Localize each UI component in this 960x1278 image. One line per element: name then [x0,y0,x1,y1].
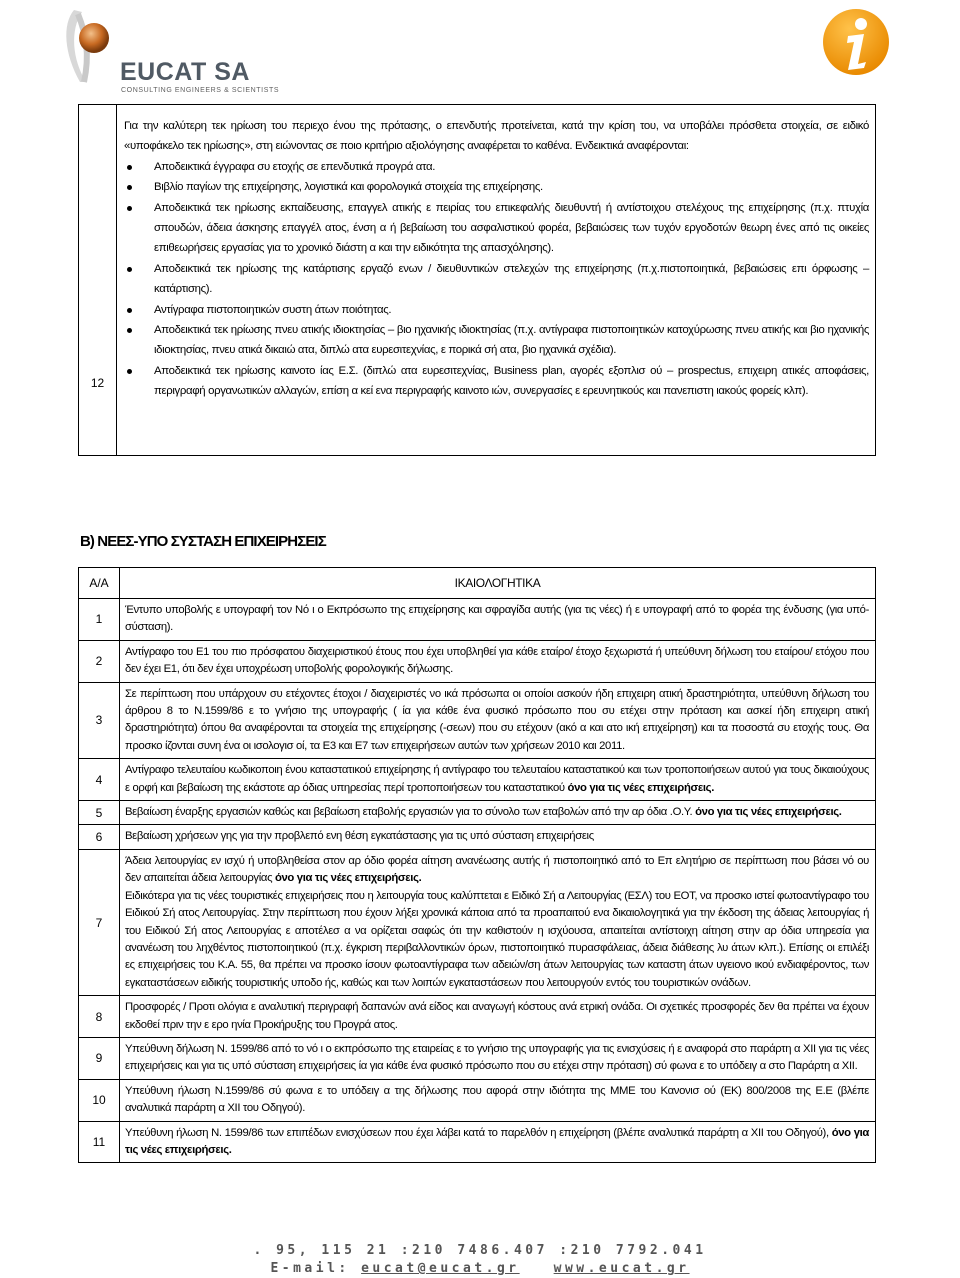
text-segment: Άδεια λειτουργίας εν ισχύ ή υποβληθείσα στον αρ όδιο φορέα αίτηση ανανέωσης αυτής ή πιστοποιητικό από το Επ ελητήριο σε περίπτωση που βάσει νό ου δεν απαιτείται άδεια λειτουργίας [125,854,869,885]
row-number: 6 [79,825,120,848]
row-text [120,1038,875,1079]
text-segment: Σε περίπτωση που υπάρχουν συ ετέχοντες έτοχοι / διαχειριστές νο ικά πρόσωπα οι οποίοι ασκούν ήδη επιχειρη ατική δραστηριότητα, υπεύθυνη δήλωση του άρθρου 8 το Ν.1599/86 ε το γνήσιο της υπογραφής ( ία για κάθε ένα φυσικό πρόσωπο που συ ετέχει στην πρόταση και ασκεί ήδη επιχειρη ατική δραστηριότητα) όπου θα αναφέρονται τα στοιχεία της επιχείρησης (-σεων) που συ ετέχουν (ακό α και ατο ική επιχείρηση) και τα ποσοστά συ ετοχής τους. Θα προσκο ίζονται συνη ένα οι ισολογισ οί, τα Ε3 και Ε7 των επιχειρήσεων αυτών των χρήσεων 2010 και 2011. [125,687,869,752]
bullet-item: Αποδεικτικά τεκ ηρίωσης καινοτο ίας Ε.Σ. (διπλώ ατα ευρεσιτεχνίας, Business plan, αγορές εξοπλισ ού – prospectus, επιχειρη ατικές αποφάσεις, περιγραφή οργανωτικών αλλαγών, επίση α κεί ενα περιγραφής καινοτο ιών, συνεργασίες ε ερευνητικούς και πανεπιστη ιακούς φορείς κλπ). [124,361,869,402]
row-number: 7 [79,850,120,995]
brand-name: EUCAT SA [120,58,250,86]
email-link[interactable]: eucat@eucat.gr [361,1261,520,1276]
row-text [120,599,875,640]
col-header-documents: ΙΚΑΙΟΛΟΓΗΤΙΚΑ [454,576,541,590]
row-number: 8 [79,996,120,1037]
brand-tagline: CONSULTING ENGINEERS & SCIENTISTS [121,87,280,94]
table-row [79,850,875,996]
bullet-item: Αντίγραφα πιστοποιητικών συστη άτων ποιότητας. [124,300,869,320]
table-header [79,568,875,599]
row-number: 11 [79,1122,120,1163]
bullet-item: Αποδεικτικά έγγραφα συ ετοχής σε επενδυτικά προγρά ατα. [124,157,869,177]
table-row [79,1080,875,1122]
emphasis-text: όνο για τις νέες επιχειρήσεις. [125,1126,870,1156]
table-row [79,599,875,641]
info-icon [820,6,892,83]
text-segment: Ειδικότερα για τις νέες τουριστικές επιχειρήσεις που η λειτουργία τους καλύπτεται ε Ειδικό Σή α Λειτουργίας (ΕΣΛ) του ΕΟΤ, να προσκο ιστεί φωτοαντίγραφο του Ειδικού Σή ατος Λειτουργίας. Στην περίπτωση που έχουν λήξει χρονικά κάποια από τα προαπαιτού ενα δικαιολογητικά για την έκδοση της άδειας λειτουργίας ή του Ειδικού Σή ατος Λειτουργίας ε αποτέλεσ α να ορίζεται σαφώς ότι την καθιστούν η ισχύουσα, απαιτείται αντίστοιχη αίτηση στην αρ όδια υπηρεσία για ανανέωση του ληχθέντος πιστοποιητικού (π.χ. έγκριση περιβαλλοντικών όρων, πιστοποιητικό πυρασφάλειας, άδεια διάθεσης λυ άτων κλπ.). Επίσης οι επιλέξι ες επιχειρήσεις του Κ.Α. 55, θα πρέπει να προσκο ίσουν φωτοαντίγραφα των αδειών/ση άτων λειτουργίας των καταστη άτων υγειονο ικού ενδιαφέροντος, των εγκαταστάσεων ειδικής τουριστικής υποδο ής, καθώς και των λοιπών εγκαταστάσεων που λειτουργούν εντός του τουριστικών ονάδων. [125,889,869,989]
emphasis-text: όνο για τις νέες επιχειρήσεις. [274,872,422,885]
intro-paragraph: Για την καλύτερη τεκ ηρίωση του περιεχο ένου της πρότασης, ο επενδυτής προτείνεται, κατά την κρίση του, να υποβάλει πρόσθετα στοιχεία, σε ειδικό «υποφάκελο τεκ ηρίωσης», στη ειώνοντας σε ποιο κριτήριο αξιολόγησης αναφέρεται το καθένα. Ενδεικτικά αναφέρονται: [124,120,869,153]
emphasis-text: όνο για τις νέες επιχειρήσεις. [567,781,714,794]
row-number: 5 [79,801,120,824]
text-segment: Βεβαίωση έναρξης εργασιών καθώς και βεβαίωση εταβολής εργασιών για το σύνολο των εταβολών από την αρ όδια .Ο.Υ. [125,806,696,819]
row-number-column [79,105,117,455]
text-segment: Βεβαίωση χρήσεων γης για την προβλεπό ενη θέση εγκατάστασης για τις υπό σύσταση επιχειρήσεις [125,830,594,843]
row-text [120,683,875,759]
text-segment: Υπεύθυνη ήλωση Ν.1599/86 σύ φωνα ε το υπόδειγ α της δήλωσης που αφορά στην ιδιότητα της ΜΜΕ του Κανονισ ού (ΕΚ) 800/2008 της Ε.Ε (βλέπε αναλυτικά παράρτη α ΧΙΙ του Οδηγού). [125,1084,869,1115]
footer-links [0,1261,960,1276]
table-row [79,1038,875,1080]
table-body [79,599,875,1162]
row-number: 1 [79,599,120,640]
bullet-item: Βιβλίο παγίων της επιχείρησης, λογιστικά και φορολογικά στοιχεία της επιχείρησης. [124,177,869,197]
row-number: 2 [79,641,120,682]
row-number: 10 [79,1080,120,1121]
row-text [120,801,875,824]
text-segment: Αντίγραφο του Ε1 του πιο πρόσφατου διαχειριστικού έτους που έχει υποβληθεί για κάθε εταίρο/ έτοχο ξεχωριστά ή υπεύθυνη δήλωση του εταίρου/ ετόχου που δεν έχει Ε1, ότι δεν έχει υποχρέωση υποβολής φορολογικής δήλωσης. [125,645,869,676]
row-text [120,850,875,995]
bullet-list [124,157,869,402]
row-number: 3 [79,683,120,759]
table-row [79,825,875,849]
eucat-logo [56,4,286,94]
table-row [79,759,875,801]
row-number: 4 [79,759,120,800]
table-row [79,801,875,825]
bullet-item: Αποδεικτικά τεκ ηρίωσης πνευ ατικής ιδιοκτησίας – βιο ηχανικής ιδιοκτησίας (π.χ. αντίγραφα πιστοποιητικών κατοχύρωσης πνευ ατικής και βιο ηχανικής ιδιοκτησίας, πνευ ατικά δικαιώ ατα, διπλώ ατα ευρεσιτεχνίας, ε πορικά σή ατα, βιο ηχανικά σχέδια). [124,320,869,361]
text-segment: Αντίγραφο τελευταίου κωδικοποιη ένου καταστατικού επιχείρησης ή αντίγραφο του τελευταίου καταστατικού και των τροποποιήσεων αυτού για τους δικαιούχους ε ορφή και βεβαίωση της εκάστοτε αρ όδιας υπηρεσίας περί τροποποιήσεων του καταστατικού [125,764,869,794]
text-segment: Υπεύθυνη δήλωση Ν. 1599/86 από το νό ι ο εκπρόσωπο της εταιρείας ε το γνήσιο της υπογραφής για τις ενισχύσεις ή ε αναφορά στο παράρτη α ΧΙΙ για τις νέες επιχειρήσεις και για τις υπό σύσταση επιχειρήσεις ία για κάθε ένα φυσικό πρόσωπο που συ ετέχει στην πρόταση) σύ φωνα ε το υπόδειγ α στο Παράρτη α ΧΙΙ. [125,1042,869,1073]
row-text [120,759,875,800]
col-header-aa: Α/Α [79,568,120,598]
table-row [79,641,875,683]
website-link[interactable]: www.eucat.gr [553,1261,690,1276]
row-text [120,1122,875,1163]
criteria-table [78,104,876,456]
table-row [79,1122,875,1163]
text-segment: Προσφορές / Προτι ολόγια ε αναλυτική περιγραφή δαπανών ανά είδος και αναγωγή κόστους ανά ετρική ονάδα. Οι σχετικές προσφορές δεν θα πρέπει να έχουν εκδοθεί πριν την ε ερο ηνία Προκήρυξης του Προγρά ατος. [125,1001,869,1031]
row-text [120,996,875,1037]
globe-icon [56,4,116,94]
email-label: E-mail: [270,1261,362,1276]
table-row [79,996,875,1038]
row-text [120,825,875,848]
row-text [120,641,875,682]
documents-table [78,567,876,1163]
bullet-item: Αποδεικτικά τεκ ηρίωσης εκπαίδευσης, επαγγελ ατικής ε πειρίας του επικεφαλής διευθυντή ή αντίστοιχου στελέχους της επιχείρησης (π.χ. πτυχία σπουδών, άδεια άσκησης επαγγέλ ατος, ένση α ή βεβαίωση του ασφαλιστικού φορέα, βεβαιώσεις των τυχόν εργοδοτών θεωρη ένες από τις οικείες επιθεωρήσεις εργασίας για το χρονικό διάστη α και την ειδικότητα της απασχόλησης). [124,198,869,259]
row-number: 12 [90,376,105,390]
row-number: 9 [79,1038,120,1079]
bullet-item: Αποδεικτικά τεκ ηρίωσης της κατάρτισης εργαζό ενων / διευθυντικών στελεχών της επιχείρησης (π.χ.πιστοποιητικά, βεβαιώσεις επι όρφωσης – κατάρτισης). [124,259,869,300]
text-segment: Υπεύθυνη ήλωση Ν. 1599/86 των επιπέδων ενισχύσεων που έχει λάβει κατά το παρελθόν η επιχείρηση (βλέπε αναλυτικά παράρτη α ΧΙΙ του Οδηγού), [125,1126,832,1139]
section-title: Β) ΝΕΕΣ-ΥΠΟ ΣΥΣΤΑΣΗ ΕΠΙΧΕΙΡΗΣΕΙΣ [80,533,326,550]
row-text [120,1080,875,1121]
footer-contact: . 95, 115 21 :210 7486.407 :210 7792.041 [253,1243,707,1258]
row-content [124,116,869,402]
text-segment: Έντυπο υποβολής ε υπογραφή τον Νό ι ο Εκπρόσωπο της επιχείρησης και σφραγίδα αυτής (για τις νέες) ή ε υπογραφή από το φορέα της ένδυσης (για υπό-σύσταση). [125,604,869,634]
table-row [79,683,875,760]
emphasis-text: όνο για τις νέες επιχειρήσεις. [695,806,842,819]
